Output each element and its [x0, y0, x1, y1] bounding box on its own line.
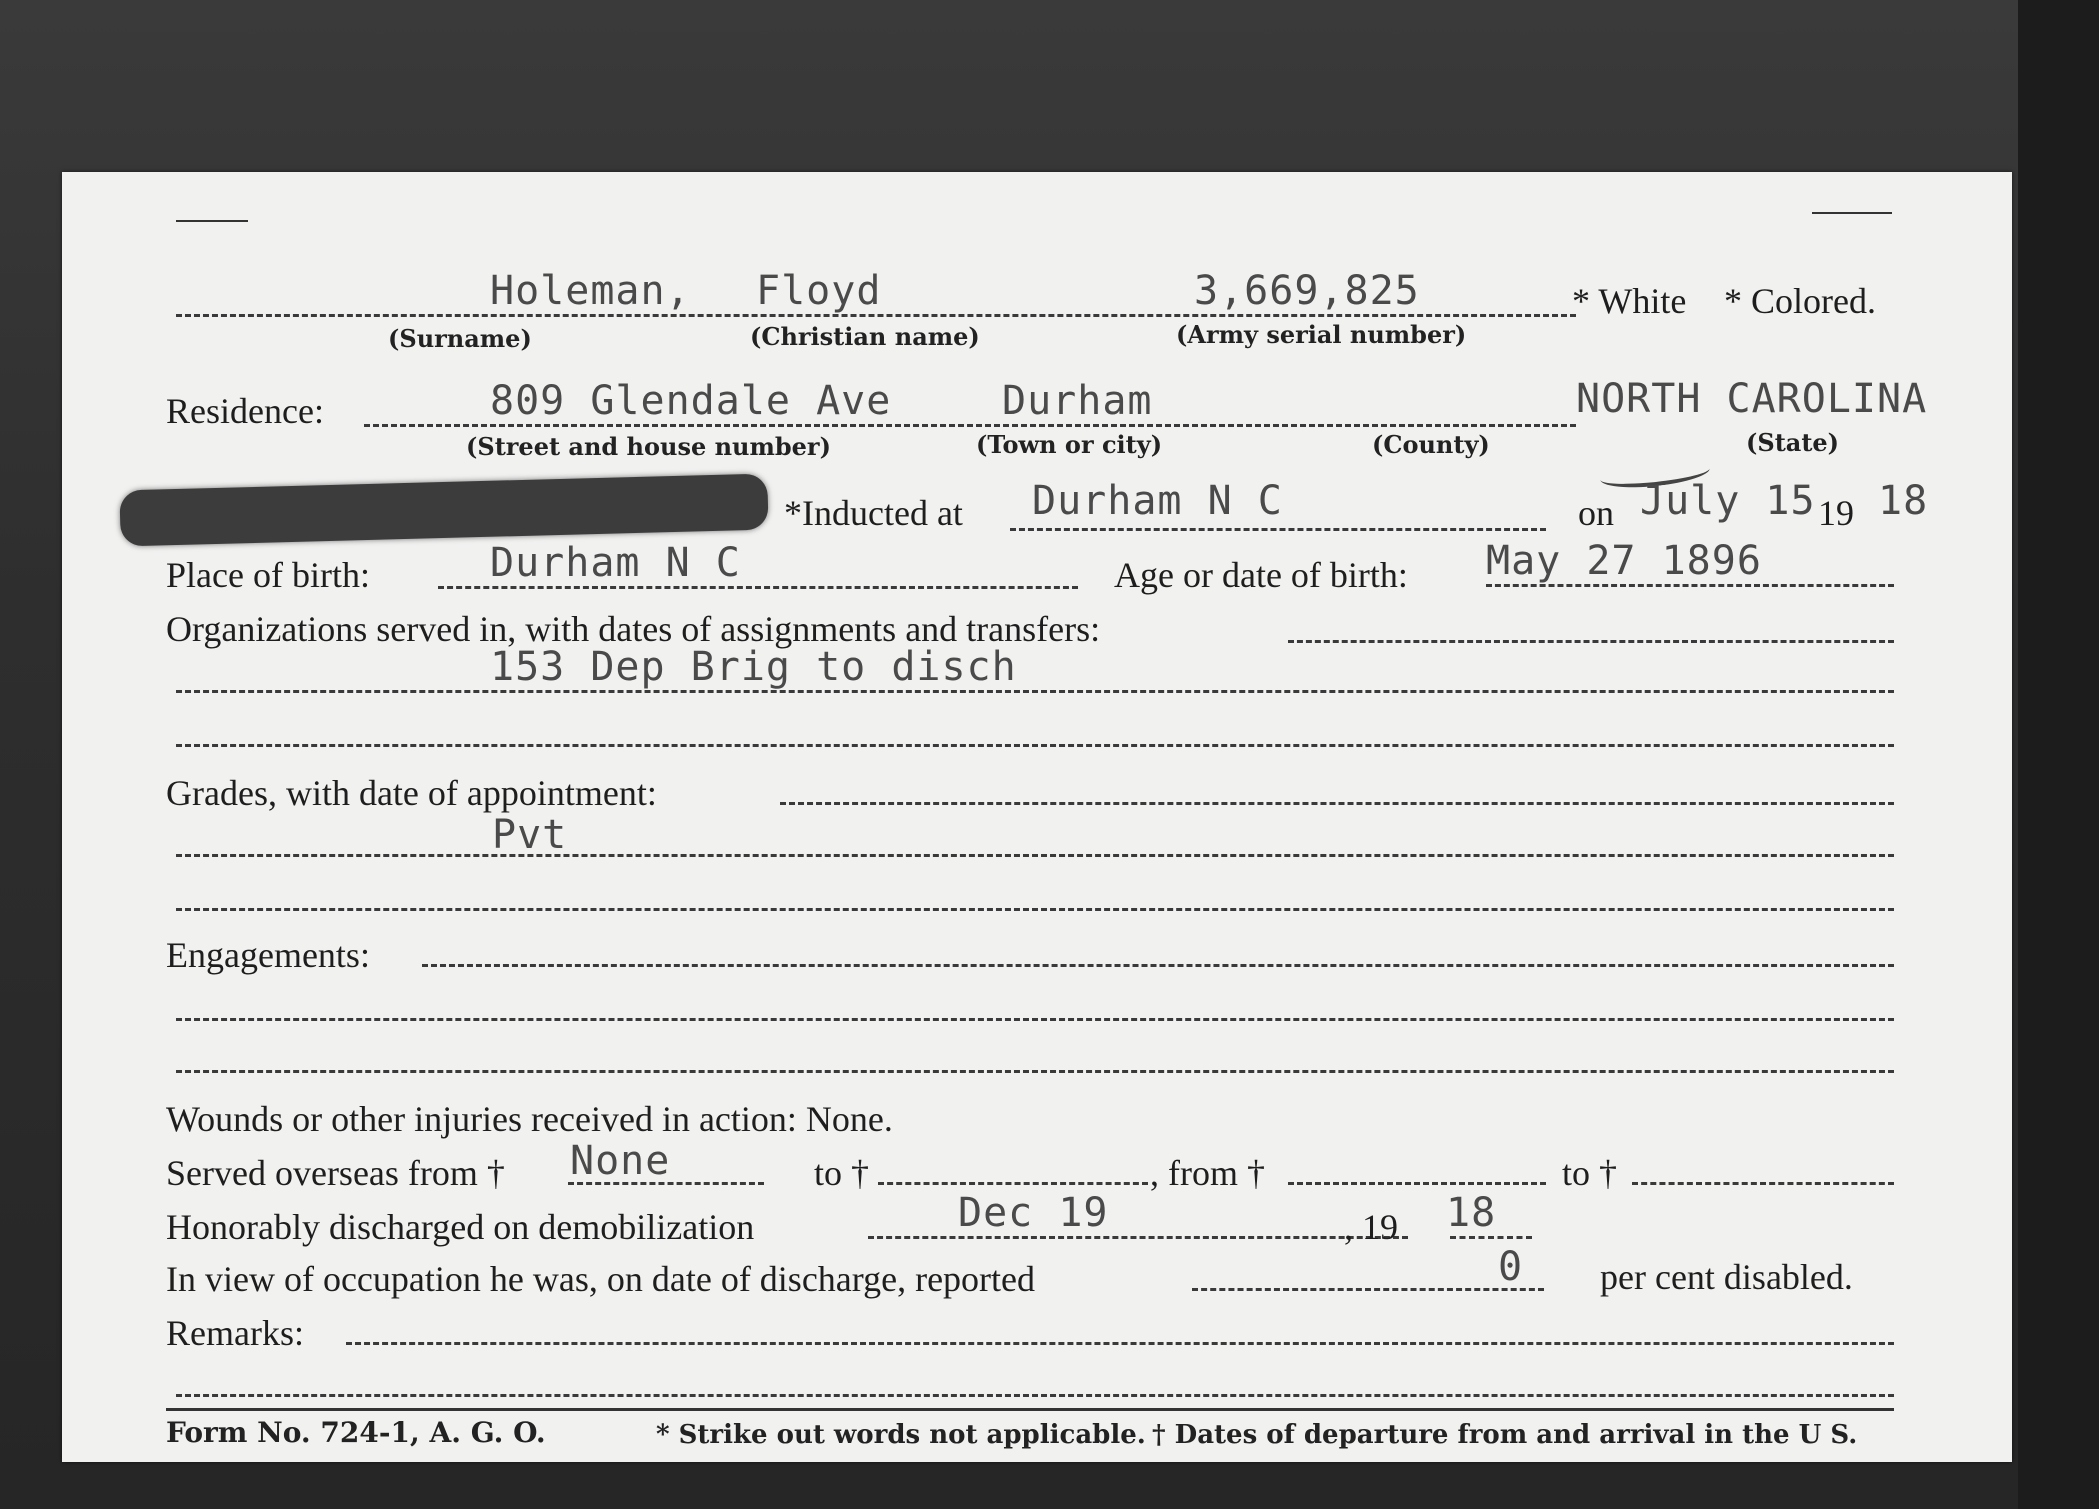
disability-suffix: per cent disabled.	[1600, 1257, 1853, 1297]
wounds-text: Wounds or other injuries received in action: None.	[166, 1099, 893, 1139]
form-number: Form No. 724-1, A. G. O.	[166, 1416, 546, 1449]
street-caption: (Street and house number)	[466, 432, 831, 461]
surname-caption: (Surname)	[388, 324, 532, 353]
discharge-year-dotted-line	[1450, 1236, 1532, 1239]
enlisted-options-redaction-mark	[119, 474, 768, 547]
christian-name-caption: (Christian name)	[750, 322, 980, 351]
place-of-birth-value: Durham N C	[490, 540, 741, 586]
surname-value: Holeman,	[490, 268, 691, 314]
place-of-birth-dotted-line	[438, 586, 1078, 589]
discharge-date-value: Dec 19	[958, 1190, 1109, 1236]
grades-value: Pvt	[492, 812, 568, 858]
residence-dotted-line	[364, 424, 1576, 427]
county-caption: (County)	[1372, 430, 1490, 459]
overseas-from-dotted-line-2	[1288, 1182, 1546, 1185]
date-of-birth-label: Age or date of birth:	[1114, 555, 1408, 595]
organizations-dotted-line-1	[1288, 640, 1894, 643]
town-caption: (Town or city)	[976, 430, 1163, 459]
grades-dotted-line-3	[176, 908, 1894, 911]
organizations-dotted-line-2	[176, 690, 1894, 693]
inducted-on-label: on	[1578, 493, 1614, 533]
inducted-at-label: *Inducted at	[784, 493, 963, 533]
dates-note: † Dates of departure from and arrival in the U S.	[1152, 1420, 1858, 1450]
top-left-rule	[176, 220, 248, 222]
overseas-from-value: None	[570, 1138, 671, 1184]
discharge-year-prefix: , 19	[1344, 1207, 1398, 1247]
place-of-birth-label: Place of birth:	[166, 555, 370, 595]
disability-value: 0	[1498, 1244, 1524, 1290]
overseas-to-dotted-line	[878, 1182, 1148, 1185]
christian-name-value: Floyd	[756, 268, 882, 314]
strike-out-note: * Strike out words not applicable.	[656, 1420, 1146, 1450]
remarks-label: Remarks:	[166, 1313, 304, 1353]
engagements-label: Engagements:	[166, 935, 370, 975]
inducted-dotted-line	[1010, 528, 1546, 531]
top-right-rule	[1812, 212, 1892, 214]
engagements-dotted-line-2	[176, 1018, 1894, 1021]
name-dotted-line	[176, 314, 1576, 317]
residence-label: Residence:	[166, 391, 324, 431]
remarks-dotted-line-1	[346, 1342, 1894, 1345]
serial-number-value: 3,669,825	[1194, 268, 1420, 314]
date-of-birth-dotted-line	[1486, 584, 1894, 587]
grades-label: Grades, with date of appointment:	[166, 773, 657, 813]
served-overseas-label: Served overseas from †	[166, 1153, 505, 1193]
organizations-value: 153 Dep Brig to disch	[490, 644, 1017, 690]
discharge-year-value: 18	[1446, 1190, 1497, 1236]
organizations-dotted-line-3	[176, 744, 1894, 747]
organizations-label: Organizations served in, with dates of assignments and transfers:	[166, 609, 1101, 649]
residence-state-value: NORTH CAROLINA	[1576, 376, 1928, 422]
grades-dotted-line-2	[176, 854, 1894, 857]
serial-number-caption: (Army serial number)	[1176, 320, 1467, 349]
discharge-dotted-line	[868, 1236, 1408, 1239]
service-record-card	[62, 172, 2012, 1462]
overseas-to-dotted-line-2	[1632, 1182, 1894, 1185]
inducted-year-prefix: 19	[1818, 493, 1854, 533]
engagements-dotted-line-1	[422, 964, 1894, 967]
inducted-place-value: Durham N C	[1032, 478, 1283, 524]
overseas-to-label: to †	[814, 1153, 870, 1193]
date-of-birth-value: May 27 1896	[1486, 538, 1762, 584]
residence-street-value: 809 Glendale Ave	[490, 378, 892, 424]
grades-dotted-line-1	[780, 802, 1894, 805]
residence-town-value: Durham	[1002, 378, 1153, 424]
engagements-dotted-line-3	[176, 1070, 1894, 1073]
scanner-edge	[2018, 0, 2099, 1509]
state-caption: (State)	[1746, 428, 1840, 457]
disability-label: In view of occupation he was, on date of discharge, reported	[166, 1259, 1036, 1299]
race-white-option: * White	[1572, 281, 1687, 321]
overseas-from-label-2: , from †	[1150, 1153, 1265, 1193]
race-colored-option: * Colored.	[1724, 281, 1876, 321]
disability-dotted-line	[1192, 1288, 1544, 1291]
overseas-to-label-2: to †	[1562, 1153, 1618, 1193]
footer-rule	[166, 1408, 1894, 1411]
inducted-date-value: July 15	[1640, 478, 1816, 524]
discharge-label: Honorably discharged on demobilization	[166, 1207, 755, 1247]
remarks-dotted-line-2	[176, 1394, 1894, 1397]
inducted-year-value: 18	[1878, 478, 1929, 524]
